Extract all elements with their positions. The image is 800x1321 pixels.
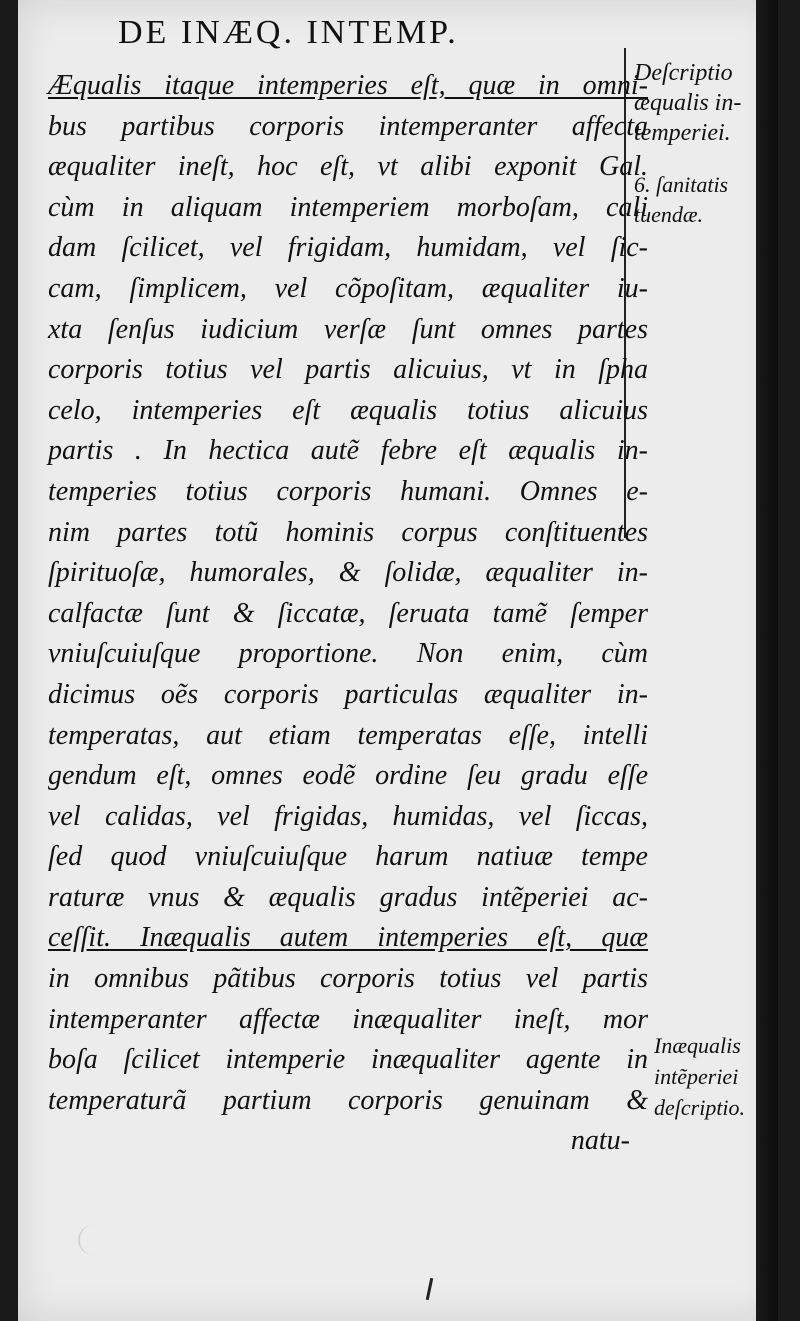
text-line: nim partes totũ hominis corpus conſtituentes (48, 516, 648, 548)
text-line: ceſſit. Inæqualis autem intemperies eſt, quæ (48, 922, 648, 954)
marginal-note-line: Inæqualis (654, 1033, 741, 1058)
text-line: temperies totius corporis humani. Omnes e- (48, 475, 648, 507)
text-line: partis . In hectica autẽ febre eſt æqualis in- (48, 435, 648, 467)
ink-smudge (78, 1225, 140, 1255)
text-line: cùm in aliquam intemperiem morboſam, cali (48, 191, 648, 223)
marginal-note-reference (634, 170, 728, 230)
text-line: celo, intemperies eſt æqualis totius alicuius (48, 394, 648, 426)
text-line: vel calidas, vel frigidas, humidas, vel ſiccas, (48, 800, 648, 832)
marginal-note-line: tuendæ. (634, 202, 704, 227)
catchword: natu- (570, 1125, 630, 1157)
marginal-note-line: Deſcriptio (634, 60, 733, 86)
text-line: dam ſcilicet, vel frigidam, humidam, vel ſic- (48, 232, 648, 264)
marginal-note-description (634, 58, 741, 148)
text-line: corporis totius vel partis alicuius, vt in ſpha (48, 354, 648, 386)
marginal-note-line: temperiei. (634, 120, 731, 146)
text-line: ſpirituoſæ, humorales, & ſolidæ, æqualiter in- (48, 557, 648, 589)
text-line: boſa ſcilicet intemperie inæqualiter agente in (48, 1044, 648, 1076)
marginal-note-line: æqualis in- (634, 90, 742, 116)
text-line: bus partibus corporis intemperanter affecta (48, 110, 648, 142)
book-page (18, 0, 778, 1321)
page-edge-shadow (756, 0, 778, 1321)
text-line: calfactæ ſunt & ſiccatæ, ſeruata tamẽ ſemper (48, 597, 648, 629)
marginal-note-line: 6. ſanitatis (634, 172, 729, 197)
text-line: vniuſcuiuſque proportione. Non enim, cùm (48, 638, 648, 670)
ink-mark (426, 1278, 434, 1300)
text-line: in omnibus pãtibus corporis totius vel partis (48, 963, 648, 995)
marginal-note-inequality (654, 1030, 745, 1123)
text-line: ſed quod vniuſcuiuſque harum natiuæ tempe (48, 841, 648, 873)
text-line: gendum eſt, omnes eodẽ ordine ſeu gradu eſſe (48, 760, 648, 792)
text-line: intemperanter affectæ inæqualiter ineſt, mor (48, 1003, 648, 1035)
text-line: raturæ vnus & æqualis gradus intẽperiei ac- (48, 881, 648, 913)
text-line: temperatas, aut etiam temperatas eſſe, intelli (48, 719, 648, 751)
text-line: Æqualis itaque intemperies eſt, quæ in omni- (48, 70, 648, 101)
running-header: DE INÆQ. INTEMP. (118, 14, 459, 51)
text-line: dicimus oẽs corporis particulas æqualiter in- (48, 678, 648, 710)
text-line: temperaturã partium corporis genuinam & (48, 1084, 648, 1116)
text-line: æqualiter ineſt, hoc eſt, vt alibi exponit Gal. (48, 151, 648, 183)
text-line: xta ſenſus iudicium verſæ ſunt omnes partes (48, 313, 648, 345)
marginal-note-line: intẽperiei (654, 1064, 739, 1089)
marginal-note-line: deſcriptio. (654, 1095, 746, 1120)
body-text (48, 66, 648, 1162)
text-line: cam, ſimplicem, vel cõpoſitam, æqualiter iu- (48, 272, 648, 304)
